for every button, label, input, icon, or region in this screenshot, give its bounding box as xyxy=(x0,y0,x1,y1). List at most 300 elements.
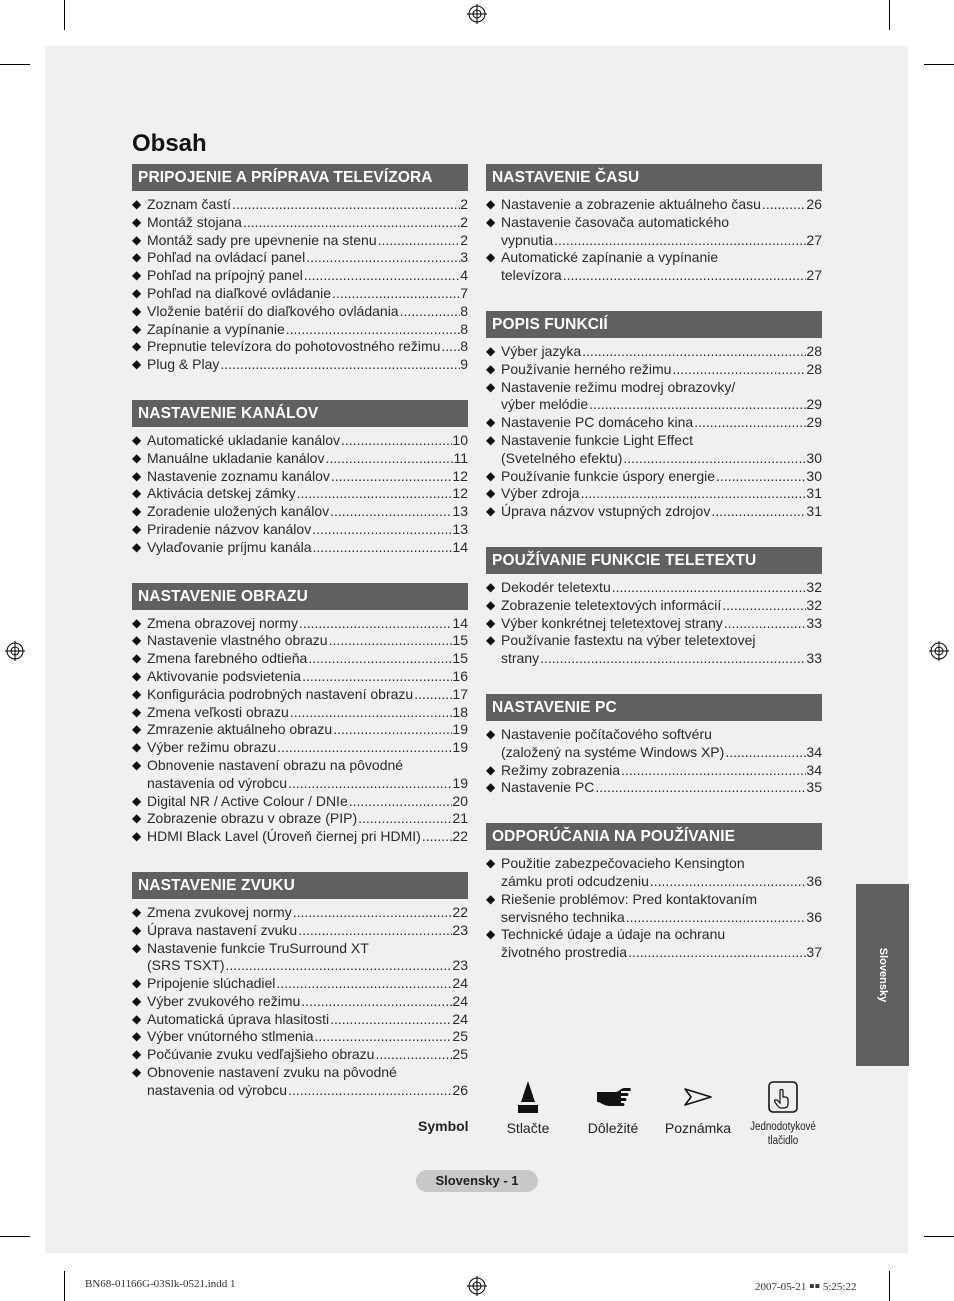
toc-entry[interactable] xyxy=(132,757,468,793)
toc-entry-text xyxy=(147,432,468,450)
dot-leader xyxy=(611,579,807,597)
toc-entry-title: Manuálne ukladanie kanálov xyxy=(147,449,325,466)
page-number-badge: Slovensky - 1 xyxy=(416,1170,538,1192)
toc-entry-line xyxy=(147,775,468,793)
toc-entry[interactable] xyxy=(132,485,468,503)
toc-entry-title: strany xyxy=(501,650,540,667)
toc-entry-title: (založený na systéme Windows XP) xyxy=(501,743,725,760)
diamond-bullet-icon: ◆ xyxy=(132,357,142,372)
toc-entry-text xyxy=(147,757,468,793)
toc-entry-line xyxy=(147,1046,468,1064)
toc-entry[interactable] xyxy=(132,468,468,486)
side-tab-label: Slovensky xyxy=(876,947,889,1003)
dot-leader xyxy=(330,468,453,486)
dot-leader xyxy=(311,521,452,539)
toc-entry[interactable] xyxy=(486,485,822,503)
toc-entry-title: Nastavenie funkcie Light Effect xyxy=(501,431,693,448)
crop-mark xyxy=(889,1271,890,1301)
registration-mark-icon xyxy=(929,641,949,661)
dot-leader xyxy=(348,793,453,811)
diamond-bullet-icon: ◆ xyxy=(486,214,496,229)
diamond-bullet-icon: ◆ xyxy=(486,343,496,358)
toc-entry-line xyxy=(501,615,822,633)
toc-entry[interactable] xyxy=(486,615,822,633)
dot-leader xyxy=(292,904,453,922)
toc-entry[interactable] xyxy=(486,926,822,962)
toc-entry-text xyxy=(147,285,468,303)
toc-entry-text xyxy=(147,632,468,650)
toc-page-number: 18 xyxy=(452,703,468,720)
toc-entry-line xyxy=(147,957,468,975)
toc-entry[interactable] xyxy=(132,904,468,922)
toc-entry-line xyxy=(147,668,468,686)
diamond-bullet-icon: ◆ xyxy=(132,686,142,701)
toc-entry-text xyxy=(501,432,822,468)
dot-leader xyxy=(622,450,806,468)
toc-entry[interactable] xyxy=(486,779,822,797)
toc-page-number: 26 xyxy=(452,1081,468,1098)
toc-entry-line xyxy=(147,922,468,940)
toc-entry[interactable] xyxy=(132,828,468,846)
legend-important-label: Dôležité xyxy=(587,1120,639,1136)
toc-entry[interactable] xyxy=(132,450,468,468)
toc-entry-line xyxy=(501,232,822,250)
toc-entry-title: Výber vnútorného stlmenia xyxy=(147,1028,314,1045)
toc-entry-line xyxy=(501,762,822,780)
toc-entry-text xyxy=(147,539,468,557)
toc-entry-text xyxy=(501,214,822,250)
legend-press-label: Stlačte xyxy=(506,1120,550,1136)
dot-leader xyxy=(413,686,452,704)
diamond-bullet-icon: ◆ xyxy=(132,268,142,283)
toc-entry[interactable] xyxy=(132,704,468,722)
toc-entry[interactable] xyxy=(132,668,468,686)
toc-entry[interactable] xyxy=(132,1064,468,1100)
dot-leader xyxy=(710,503,806,521)
toc-entry[interactable] xyxy=(486,196,822,214)
toc-entry-title: Konfigurácia podrobných nastavení obrazu xyxy=(147,685,414,702)
toc-entry-text xyxy=(501,379,822,415)
dot-leader xyxy=(377,232,461,250)
toc-entry-title: Digital NR / Active Colour / DNIe xyxy=(147,792,348,809)
toc-entry-title: Režimy zobrazenia xyxy=(501,761,621,778)
toc-page-number: 13 xyxy=(452,503,468,520)
dot-leader xyxy=(553,232,806,250)
toc-page-number: 7 xyxy=(460,284,468,301)
diamond-bullet-icon: ◆ xyxy=(486,615,496,630)
diamond-bullet-icon: ◆ xyxy=(132,757,142,772)
one-touch-button-icon xyxy=(766,1080,800,1114)
toc-entry[interactable] xyxy=(132,810,468,828)
toc-entry-text xyxy=(147,249,468,267)
toc-entry-text xyxy=(501,855,822,891)
toc-entry-title: Zmrazenie aktuálneho obrazu xyxy=(147,721,333,738)
toc-entry[interactable] xyxy=(132,721,468,739)
toc-entry[interactable] xyxy=(132,539,468,557)
diamond-bullet-icon: ◆ xyxy=(486,432,496,447)
diamond-bullet-icon: ◆ xyxy=(486,762,496,777)
dot-leader xyxy=(301,668,452,686)
toc-entry[interactable] xyxy=(132,214,468,232)
toc-entry-line xyxy=(147,338,468,356)
toc-page-number: 31 xyxy=(806,485,822,502)
diamond-bullet-icon: ◆ xyxy=(486,726,496,741)
toc-entry[interactable] xyxy=(132,249,468,267)
toc-entry[interactable] xyxy=(486,432,822,468)
toc-entry-text xyxy=(501,414,822,432)
dot-leader xyxy=(329,1011,452,1029)
toc-page-number: 8 xyxy=(460,338,468,355)
print-file-info: BN68-01166G-03Slk-0521.indd 1 xyxy=(85,1278,236,1290)
toc-entry-text xyxy=(501,597,822,615)
toc-entry-text xyxy=(501,579,822,597)
toc-entry[interactable] xyxy=(132,1011,468,1029)
legend-title: Symbol xyxy=(418,1118,469,1134)
toc-entry-line xyxy=(501,597,822,615)
dot-leader xyxy=(307,650,452,668)
toc-entry-line xyxy=(501,343,822,361)
toc-entry[interactable] xyxy=(132,285,468,303)
toc-entry-title: Výber zvukového režimu xyxy=(147,992,301,1009)
toc-entry-title: Nastavenie a zobrazenie aktuálneho času xyxy=(501,196,761,212)
toc-entry-line xyxy=(147,450,468,468)
dot-leader xyxy=(721,597,806,615)
toc-entry-line xyxy=(147,739,468,757)
toc-entry[interactable] xyxy=(486,503,822,521)
dot-leader xyxy=(761,196,806,214)
toc-entry-line xyxy=(147,940,468,958)
toc-entry[interactable] xyxy=(132,196,468,214)
toc-entry-text xyxy=(147,214,468,232)
toc-entry-line xyxy=(501,926,822,944)
toc-page-number: 22 xyxy=(452,828,468,845)
dot-leader xyxy=(296,485,453,503)
toc-page-number: 35 xyxy=(806,779,822,796)
toc-entry-line xyxy=(501,432,822,450)
toc-entry-line xyxy=(501,414,822,432)
toc-entry[interactable] xyxy=(132,232,468,250)
legend-press xyxy=(483,1080,573,1136)
toc-entry-title: Zmena obrazovej normy xyxy=(147,614,298,631)
dot-leader xyxy=(627,944,806,962)
dot-leader xyxy=(357,810,452,828)
toc-entry-title: Nastavenie časovača automatického xyxy=(501,213,730,230)
diamond-bullet-icon: ◆ xyxy=(486,633,496,648)
toc-entry-line xyxy=(501,909,822,927)
diamond-bullet-icon: ◆ xyxy=(132,339,142,354)
toc-section xyxy=(486,311,822,521)
toc-page-number: 26 xyxy=(806,196,822,212)
toc-entry-text xyxy=(147,668,468,686)
toc-entry-line xyxy=(147,1028,468,1046)
toc-entry-line xyxy=(147,632,468,650)
pointing-hand-icon xyxy=(593,1080,633,1114)
toc-page-number: 24 xyxy=(452,975,468,992)
toc-entry[interactable] xyxy=(486,361,822,379)
dot-leader xyxy=(225,957,453,975)
toc-entry[interactable] xyxy=(132,993,468,1011)
toc-entry[interactable] xyxy=(132,503,468,521)
diamond-bullet-icon: ◆ xyxy=(132,504,142,519)
diamond-bullet-icon: ◆ xyxy=(132,615,142,630)
toc-entry-text xyxy=(147,503,468,521)
toc-entry-text xyxy=(147,468,468,486)
diamond-bullet-icon: ◆ xyxy=(486,579,496,594)
section-heading: NASTAVENIE KANÁLOV xyxy=(132,400,468,427)
dot-leader xyxy=(715,468,806,486)
dot-leader xyxy=(242,214,460,232)
toc-entry-text xyxy=(147,704,468,722)
crop-mark xyxy=(889,0,890,30)
toc-entry-list xyxy=(132,196,468,374)
toc-entry-line xyxy=(501,779,822,797)
toc-page-number: 10 xyxy=(452,431,468,448)
toc-entry[interactable] xyxy=(132,338,468,356)
toc-entry-line xyxy=(147,249,468,267)
toc-entry[interactable] xyxy=(486,214,822,250)
toc-entry-line xyxy=(501,944,822,962)
diamond-bullet-icon: ◆ xyxy=(132,922,142,937)
toc-entry[interactable] xyxy=(132,793,468,811)
toc-entry[interactable] xyxy=(132,739,468,757)
toc-entry-text xyxy=(501,196,822,214)
toc-page-number: 33 xyxy=(806,614,822,631)
toc-entry-list xyxy=(486,343,822,521)
toc-entry[interactable] xyxy=(486,597,822,615)
dot-leader xyxy=(539,650,806,668)
toc-page-number: 17 xyxy=(452,685,468,702)
diamond-bullet-icon: ◆ xyxy=(132,811,142,826)
toc-entry[interactable] xyxy=(132,321,468,339)
toc-entry[interactable] xyxy=(132,521,468,539)
toc-entry-title: Pripojenie slúchadiel xyxy=(147,975,276,992)
section-heading: NASTAVENIE ZVUKU xyxy=(132,872,468,899)
toc-entry-line xyxy=(501,873,822,891)
toc-entry[interactable] xyxy=(132,632,468,650)
diamond-bullet-icon: ◆ xyxy=(132,668,142,683)
toc-entry[interactable] xyxy=(486,726,822,762)
toc-entry-line xyxy=(501,379,822,397)
diamond-bullet-icon: ◆ xyxy=(132,633,142,648)
dot-leader xyxy=(588,396,806,414)
dot-leader xyxy=(300,993,452,1011)
toc-section xyxy=(486,694,822,797)
toc-page-number: 14 xyxy=(452,614,468,631)
toc-entry[interactable] xyxy=(486,343,822,361)
toc-entry-title: Priradenie názvov kanálov xyxy=(147,520,312,537)
toc-entry-line xyxy=(147,793,468,811)
toc-column-right xyxy=(486,164,822,988)
toc-entry-title: Pohľad na diaľkové ovládanie xyxy=(147,284,332,301)
toc-entry-text xyxy=(501,779,822,797)
toc-entry-text xyxy=(501,503,822,521)
diamond-bullet-icon: ◆ xyxy=(486,597,496,612)
toc-entry-line xyxy=(147,721,468,739)
toc-page-number: 31 xyxy=(806,503,822,520)
toc-entry-text xyxy=(147,922,468,940)
press-icon xyxy=(515,1080,541,1114)
toc-entry-list xyxy=(486,196,822,285)
toc-entry-list xyxy=(486,579,822,668)
toc-entry-title: Plug & Play xyxy=(147,356,220,373)
diamond-bullet-icon: ◆ xyxy=(486,361,496,376)
toc-entry[interactable] xyxy=(486,762,822,780)
diamond-bullet-icon: ◆ xyxy=(132,468,142,483)
dot-leader xyxy=(620,762,806,780)
toc-entry-title: Výber režimu obrazu xyxy=(147,739,277,756)
toc-entry[interactable] xyxy=(486,249,822,285)
dot-leader xyxy=(329,503,452,521)
toc-entry-line xyxy=(147,993,468,1011)
toc-page-number: 8 xyxy=(460,302,468,319)
toc-entry[interactable] xyxy=(486,632,822,668)
diamond-bullet-icon: ◆ xyxy=(486,468,496,483)
toc-entry[interactable] xyxy=(486,379,822,415)
toc-entry-text xyxy=(501,468,822,486)
toc-page-number: 16 xyxy=(452,667,468,684)
toc-entry-line xyxy=(147,686,468,704)
toc-page-number: 34 xyxy=(806,743,822,760)
toc-entry-text xyxy=(501,762,822,780)
dot-leader xyxy=(324,450,453,468)
toc-entry[interactable] xyxy=(132,432,468,450)
toc-entry[interactable] xyxy=(132,940,468,976)
dot-leader xyxy=(328,632,453,650)
toc-entry[interactable] xyxy=(486,579,822,597)
toc-entry[interactable] xyxy=(132,356,468,374)
diamond-bullet-icon: ◆ xyxy=(132,214,142,229)
toc-entry[interactable] xyxy=(132,650,468,668)
toc-page-number: 21 xyxy=(452,810,468,827)
toc-page-number: 29 xyxy=(806,396,822,413)
toc-entry-title: Zapínanie a vypínanie xyxy=(147,320,285,337)
toc-entry-line xyxy=(501,650,822,668)
diamond-bullet-icon: ◆ xyxy=(132,321,142,336)
crop-mark xyxy=(0,64,30,65)
dot-leader xyxy=(580,485,807,503)
toc-entry[interactable] xyxy=(486,468,822,486)
section-heading: ODPORÚČANIA NA POUŽÍVANIE xyxy=(486,823,822,850)
registration-mark-icon xyxy=(467,1276,487,1296)
toc-entry-text xyxy=(147,1064,468,1100)
diamond-bullet-icon: ◆ xyxy=(132,722,142,737)
dot-leader xyxy=(314,1028,453,1046)
diamond-bullet-icon: ◆ xyxy=(486,486,496,501)
toc-page-number: 22 xyxy=(452,903,468,920)
toc-page-number: 2 xyxy=(460,213,468,230)
toc-entry[interactable] xyxy=(132,615,468,633)
diamond-bullet-icon: ◆ xyxy=(132,539,142,554)
toc-entry-title: Vloženie batérií do diaľkového ovládania xyxy=(147,302,399,319)
dot-leader xyxy=(440,338,460,356)
toc-entry-title: Pohľad na ovládací panel xyxy=(147,249,306,266)
toc-entry[interactable] xyxy=(132,1046,468,1064)
toc-entry[interactable] xyxy=(132,303,468,321)
dot-leader xyxy=(285,321,460,339)
toc-entry-line xyxy=(147,615,468,633)
section-heading: NASTAVENIE PC xyxy=(486,694,822,721)
toc-page-number: 12 xyxy=(452,467,468,484)
toc-entry[interactable] xyxy=(486,855,822,891)
toc-entry[interactable] xyxy=(132,1028,468,1046)
diamond-bullet-icon: ◆ xyxy=(132,450,142,465)
toc-entry-text xyxy=(147,993,468,1011)
dot-leader xyxy=(421,828,453,846)
toc-page-number: 14 xyxy=(452,538,468,555)
toc-entry-title: Zobrazenie teletextových informácií xyxy=(501,596,722,613)
dot-leader xyxy=(374,1046,452,1064)
toc-entry-line xyxy=(147,810,468,828)
toc-entry-title: Obnovenie nastavení obrazu na pôvodné xyxy=(147,756,404,773)
toc-page-number: 8 xyxy=(460,320,468,337)
section-heading: NASTAVENIE OBRAZU xyxy=(132,583,468,610)
toc-entry-line xyxy=(147,904,468,922)
toc-section xyxy=(486,164,822,285)
toc-entry-text xyxy=(147,521,468,539)
toc-entry[interactable] xyxy=(486,414,822,432)
toc-entry[interactable] xyxy=(132,267,468,285)
toc-entry-line xyxy=(147,1011,468,1029)
toc-entry-title: Používanie herného režimu xyxy=(501,360,672,377)
dot-leader xyxy=(625,909,807,927)
toc-entry-line xyxy=(501,579,822,597)
toc-entry[interactable] xyxy=(132,975,468,993)
diamond-bullet-icon: ◆ xyxy=(132,704,142,719)
note-arrow-icon xyxy=(681,1080,715,1114)
diamond-bullet-icon: ◆ xyxy=(132,1065,142,1080)
legend-one-touch-label: Jednodotykové tlačidlo xyxy=(750,1121,816,1147)
toc-entry[interactable] xyxy=(132,922,468,940)
toc-entry-title: Automatická úprava hlasitosti xyxy=(147,1010,330,1027)
diamond-bullet-icon: ◆ xyxy=(132,1047,142,1062)
dot-leader xyxy=(289,704,453,722)
toc-entry[interactable] xyxy=(486,891,822,927)
dot-leader xyxy=(297,922,452,940)
diamond-bullet-icon: ◆ xyxy=(486,415,496,430)
toc-entry-list xyxy=(486,726,822,797)
toc-entry-line xyxy=(501,503,822,521)
toc-entry-text xyxy=(501,891,822,927)
toc-entry-title: Výber zdroja xyxy=(501,485,580,502)
language-side-tab xyxy=(856,884,909,1066)
toc-entry-line xyxy=(501,744,822,762)
section-heading: PRIPOJENIE A PRÍPRAVA TELEVÍZORA xyxy=(132,164,468,191)
toc-entry-line xyxy=(501,468,822,486)
toc-entry-line xyxy=(501,485,822,503)
toc-entry-line xyxy=(147,521,468,539)
toc-entry-text xyxy=(147,1028,468,1046)
diamond-bullet-icon: ◆ xyxy=(486,780,496,795)
toc-entry-line xyxy=(501,726,822,744)
toc-entry-line xyxy=(501,361,822,379)
page-title: Obsah xyxy=(132,130,207,157)
legend-note-label: Poznámka xyxy=(664,1120,732,1136)
toc-entry-text xyxy=(501,343,822,361)
toc-entry[interactable] xyxy=(132,686,468,704)
toc-section xyxy=(486,823,822,962)
diamond-bullet-icon: ◆ xyxy=(132,993,142,1008)
toc-entry-title: Úprava nastavení zvuku xyxy=(147,921,298,938)
toc-entry-line xyxy=(147,828,468,846)
toc-entry-title: Technické údaje a údaje na ochranu xyxy=(501,926,726,943)
toc-page-number: 23 xyxy=(452,957,468,974)
toc-entry-title: vypnutia xyxy=(501,231,554,248)
toc-entry-title: Nastavenie režimu modrej obrazovky/ xyxy=(501,378,736,395)
toc-entry-line xyxy=(147,196,468,214)
diamond-bullet-icon: ◆ xyxy=(132,197,142,211)
toc-page-number: 19 xyxy=(452,721,468,738)
toc-page-number: 15 xyxy=(452,650,468,667)
